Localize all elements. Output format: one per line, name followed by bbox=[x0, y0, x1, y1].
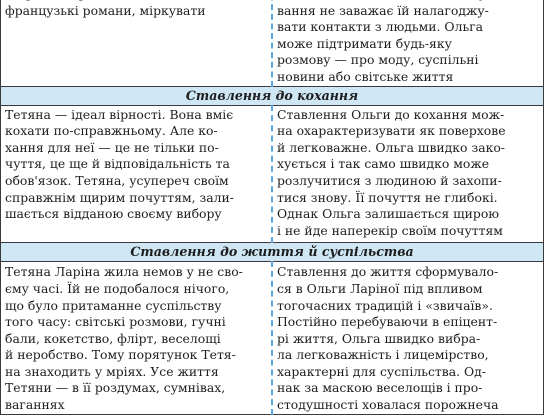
section-heading-row-love bbox=[1, 86, 544, 105]
text-line: й неробство. Тому порятунок Тетя- bbox=[5, 347, 236, 363]
section-heading: Ставлення до життя й суспільства bbox=[1, 243, 544, 262]
text-line: того часу: світські розмови, гучні bbox=[5, 314, 226, 330]
text-line: рі життя, Ольга швидко вибра- bbox=[277, 330, 481, 346]
text-line: справжнім щирим почуттям, зали- bbox=[5, 189, 234, 205]
table-row-intro bbox=[1, 0, 544, 86]
text-line: може підтримати будь-яку bbox=[277, 35, 452, 51]
text-line: кохати по-справжньому. Але ко- bbox=[5, 123, 218, 139]
text-line: і не йде наперекір своїм почуттям bbox=[277, 222, 503, 238]
text-line: розлучитися з людиною й захопи- bbox=[277, 172, 502, 188]
text-line: обов'язок. Тетяна, усупереч своїм bbox=[5, 172, 229, 188]
text-line: ваганнях bbox=[5, 397, 65, 413]
text-line: що було притаманне суспільству bbox=[5, 297, 222, 313]
cell-olga-life bbox=[272, 262, 544, 414]
text-line: стодушності ховалася порожнеча bbox=[277, 397, 499, 413]
table-row-love bbox=[1, 105, 544, 243]
cell-tetiana-love bbox=[1, 105, 273, 243]
cell-olga-intro bbox=[272, 0, 544, 86]
text-line: Тетяни — в її роздумах, сумнівах, bbox=[5, 380, 226, 396]
text-line: хання для неї — це не тільки по- bbox=[5, 139, 219, 155]
text-line: Ставлення до життя сформувало- bbox=[277, 264, 499, 280]
text-line: вання не заважає їй налагоджу- bbox=[277, 2, 489, 18]
text-line: бали, кокетство, флірт, веселощі bbox=[5, 330, 221, 346]
text-line: чуття, це ще й відповідальність та bbox=[5, 156, 230, 172]
text-line: вати контакти з людьми. Ольга bbox=[277, 19, 484, 35]
text-line: й легковажне. Ольга швидко зако- bbox=[277, 139, 505, 155]
text-line: на знаходить у мріях. Усе життя bbox=[5, 363, 219, 379]
text-line: характерні для суспільства. Од- bbox=[277, 363, 486, 379]
text-line: тогочасних традицій і «звичаїв». bbox=[277, 297, 493, 313]
cell-tetiana-intro bbox=[1, 0, 273, 86]
cell-olga-love bbox=[272, 105, 544, 243]
text-line: на охарактеризувати як поверхове bbox=[277, 123, 506, 139]
text-line: французькі романи, міркувати bbox=[5, 2, 206, 18]
text-line: ся в Ольги Ларіної під впливом bbox=[277, 280, 483, 296]
text-line: тися знову. Її почуття не глибокі. bbox=[277, 189, 498, 205]
section-heading-row-life bbox=[1, 243, 544, 262]
text-line: Постійно перебуваючи в епіцент- bbox=[277, 314, 498, 330]
text-line: Однак Ольга залишається щирою bbox=[277, 206, 500, 222]
text-line: шається відданою своєму вибору bbox=[5, 206, 222, 222]
text-line: Тетяна Ларіна жила немов у не сво- bbox=[5, 264, 243, 280]
text-line: єму часі. Їй не подобалося нічого, bbox=[5, 280, 230, 296]
text-line: Тетяна — ідеал вірності. Вона вміє bbox=[5, 106, 234, 122]
text-line: ла легковажність і лицемірство, bbox=[277, 347, 489, 363]
text-line: нак за маскою веселощів і про- bbox=[277, 380, 483, 396]
text-line: розмову — про моду, суспільні bbox=[277, 52, 479, 68]
text-line: новини або світське життя bbox=[277, 68, 454, 84]
table-row-life bbox=[1, 262, 544, 414]
cell-tetiana-life bbox=[1, 262, 273, 414]
text-line: хується і так само швидко може bbox=[277, 156, 490, 172]
text-line: Ставлення Ольги до кохання мож- bbox=[277, 106, 505, 122]
section-heading: Ставлення до кохання bbox=[1, 86, 544, 105]
